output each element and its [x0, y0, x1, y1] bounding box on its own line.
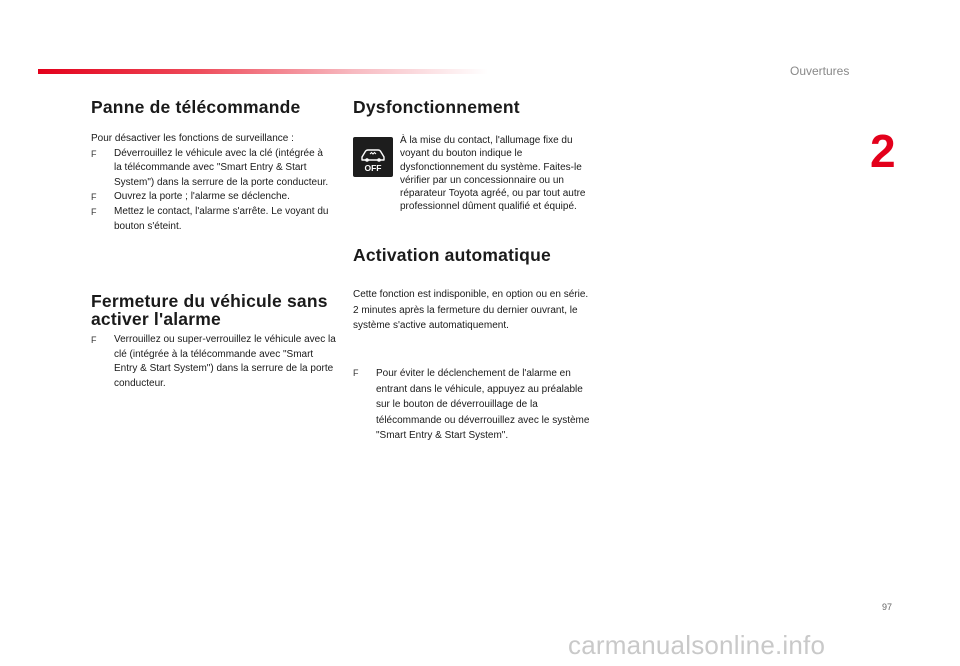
remote-failure-section [91, 98, 331, 116]
bullet-marker-icon: F [91, 192, 97, 203]
lock-without-alarm-title: Fermeture du véhicule sans activer l'alarme [91, 291, 328, 330]
remote-failure-title: Panne de télécommande [91, 97, 301, 117]
bullet-marker-icon: F [353, 368, 359, 378]
list-item [91, 190, 331, 205]
auto-activation-para1: Cette fonction est indisponible, en option ou en série. [353, 289, 589, 300]
auto-activation-list [353, 366, 591, 444]
lock-without-alarm-body [91, 333, 336, 391]
watermark: carmanualsonline.info [568, 630, 826, 660]
remote-failure-intro: Pour désactiver les fonctions de surveillance : [91, 133, 294, 144]
auto-activation-title: Activation automatique [353, 245, 551, 265]
auto-activation-section [353, 246, 593, 264]
list-item-text: Ouvrez la porte ; l'alarme se déclenche. [114, 191, 290, 203]
bullet-marker-icon: F [91, 148, 97, 159]
bullet-marker-icon: F [91, 206, 97, 217]
list-item [91, 333, 336, 391]
lock-without-alarm-section [91, 292, 336, 329]
auto-activation-body [353, 287, 591, 334]
alarm-off-icon [353, 137, 393, 177]
malfunction-section [353, 98, 593, 116]
list-item-text: Verrouillez ou super-verrouillez le véhicule avec la clé (intégrée à la télécommande avec "Smart Entry & Start System") dans la serrure de la porte conducteur. [114, 334, 336, 389]
malfunction-text: À la mise du contact, l'allumage fixe du voyant du bouton indique le dysfonctionnement du système. Faites-le vérifier par un concessionnaire ou un réparateur Toyota agréé, ou par tout autre professionnel dûment qualifié et équipé. [400, 135, 586, 213]
remote-failure-body [91, 132, 331, 234]
list-item [353, 366, 591, 444]
list-item-text: Pour éviter le déclenchement de l'alarme en entrant dans le véhicule, appuyez au préalable sur le bouton de déverrouillage de la télécommande ou déverrouillez avec le système "Smart Entry & Start System". [376, 368, 590, 441]
alarm-off-label: OFF [364, 163, 382, 173]
auto-activation-para2: 2 minutes après la fermeture du dernier ouvrant, le système s'active automatiquement. [353, 304, 578, 331]
list-item-text: Mettez le contact, l'alarme s'arrête. Le voyant du bouton s'éteint. [114, 205, 329, 232]
header-accent-bar [38, 69, 488, 74]
page-number: 97 [882, 602, 893, 612]
chapter-number: 2 [870, 125, 896, 177]
auto-activation-tip [353, 366, 591, 444]
list-item [91, 205, 331, 234]
list-item-text: Déverrouillez le véhicule avec la clé (intégrée à la télécommande avec "Smart Entry & Start System") dans la serrure de la porte conducteur. [114, 147, 329, 188]
section-title: Ouvertures [790, 64, 850, 78]
remote-failure-list [91, 147, 331, 235]
malfunction-title: Dysfonctionnement [353, 97, 520, 117]
bullet-marker-icon: F [91, 335, 97, 345]
lock-without-alarm-list [91, 333, 336, 391]
list-item [91, 147, 331, 191]
